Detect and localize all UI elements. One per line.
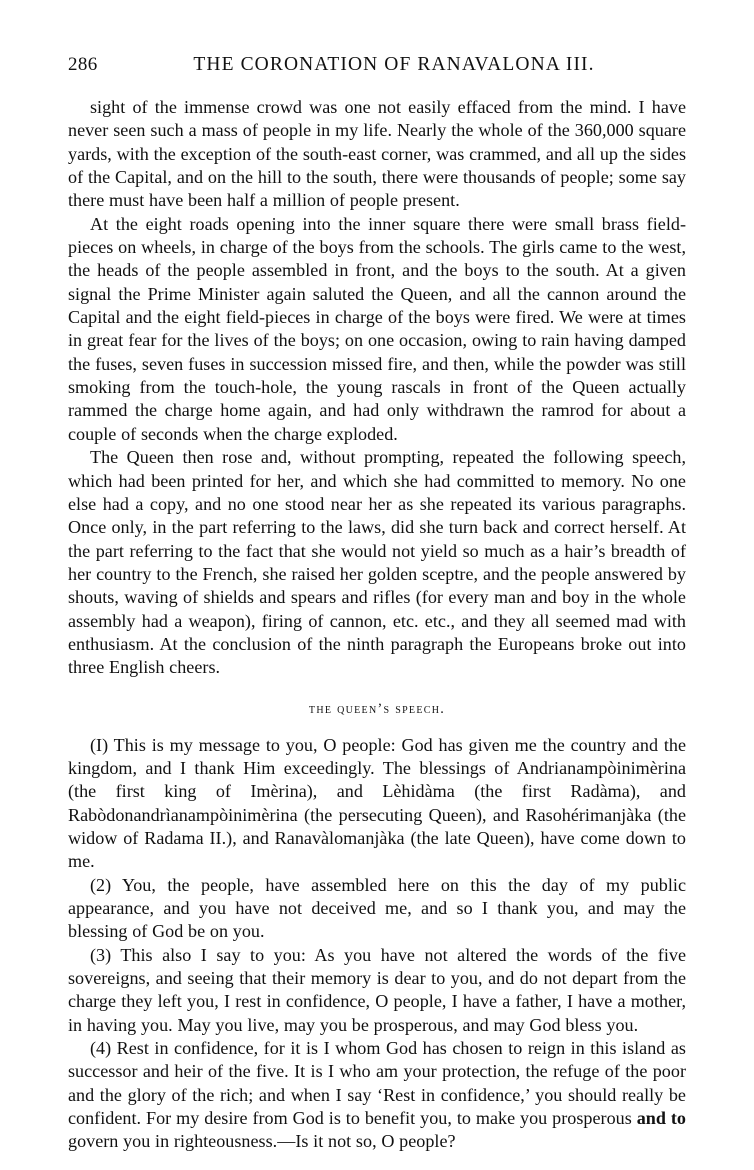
heading-spacer-below: [68, 718, 686, 734]
body-paragraph: At the eight roads opening into the inner square there were small brass field-pieces on wheels, in charge of the boys from the schools. The girls came to the west, the heads of the people assembled in front, and the boys to the south. At a given signal the Prime Minister again saluted the Queen, and all the cannon around the Capital and the eight field-pieces in charge of the boys were fired. We were at times in great fear for the lives of the boys; on one occasion, owing to rain having damped the fuses, seven fuses in succession missed fire, and then, while the powder was still smoking from the touch-hole, the young rascals in front of the Queen actually rammed the charge home again, and had only withdrawn the ramrod for about a couple of seconds when the charge exploded.: [68, 213, 686, 444]
heading-spacer-above: [68, 680, 686, 700]
speech-paragraph: [68, 1037, 686, 1154]
page-folio-number: 286: [68, 54, 98, 75]
body-paragraph: The Queen then rose and, without prompting, repeated the following speech, which had been printed for her, and which she had committed to memory. No one else had a copy, and no one stood near her as she repeated its various paragraphs. Once only, in the part referring to the laws, did she turn back and correct herself. At the part referring to the fact that she would not yield so much as a hair’s breadth of her country to the French, she raised her golden sceptre, and the people answered by shouts, waving of shields and spears and rifles (for every man and boy in the whole assembly had a weapon), firing of cannon, etc. etc., and they all seemed mad with enthusiasm. At the conclusion of the ninth paragraph the Europeans broke out into three English cheers.: [68, 447, 686, 678]
body-paragraph: sight of the immense crowd was one not easily effaced from the mind. I have never seen such a mass of people in my life. Nearly the whole of the 360,000 square yards, with the exception of the south-east corner, was crammed, and all up the sides of the Capital, and on the hill to the south, there were thousands of people; some say there must have been half a million of people present.: [68, 97, 686, 211]
running-head-title: THE CORONATION OF RANAVALONA III.: [193, 54, 595, 75]
running-head: [68, 52, 686, 78]
speech-paragraph: (2) You, the people, have assembled here on this the day of my public appearance, and you have not deceived me, and so I thank you, and may the blessing of God be on you.: [68, 874, 686, 942]
speech-section-heading: the queen’s speech.: [308, 700, 446, 717]
speech-paragraph-text-continued: govern you in righteousness.—Is it not so, O people?: [68, 1131, 456, 1152]
speech-paragraph-emphasis: and to: [636, 1108, 686, 1129]
speech-paragraph-text: (4) Rest in confidence, for it is I whom God has chosen to reign in this island as successor and heir of the five. It is I who am your protection, the refuge of the poor and the glory of the rich; and when I say ‘Rest in confidence,’ you should really be confident. For my desire from God is to benefit you, to make you prosperous: [68, 1038, 686, 1129]
speech-paragraph: (I) This is my message to you, O people: God has given me the country and the kingdom, and I thank Him exceedingly. The blessings of Andrianampòinimèrina (the first king of Imèrina), and Lèhidàma (the first Radàma), and Rabòdonandrìanampòinimèrina (the persecuting Queen), and Rasohérimanjàka (the widow of Radama II.), and Ranavàlomanjàka (the late Queen), have come down to me.: [68, 734, 686, 872]
speech-paragraph: (3) This also I say to you: As you have not altered the words of the five sovereigns, and seeing that their memory is dear to you, and do not depart from the charge they left you, I rest in confidence, O people, I have a father, I have a mother, in having you. May you live, may you be prosperous, and may God bless you.: [68, 944, 686, 1035]
page-text-block: [68, 96, 686, 1154]
